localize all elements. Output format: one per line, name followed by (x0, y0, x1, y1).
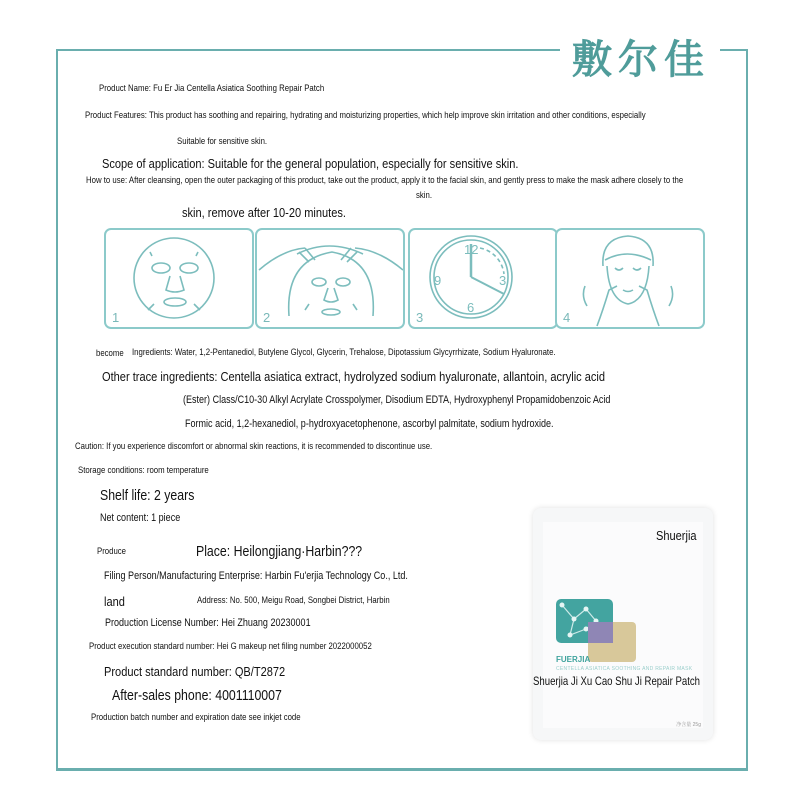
package-label-bottom: Shuerjia Ji Xu Cao Shu Ji Repair Patch (533, 674, 701, 688)
trace-ingredients: Other trace ingredients: Centella asiatica extract, hydrolyzed sodium hyaluronate, allantoin, acrylic acid (102, 369, 606, 384)
clock-label-12: 12 (464, 242, 479, 257)
batch-info: Production batch number and expiration date see inkjet code (91, 712, 301, 723)
step-3-panel (408, 228, 558, 329)
trace-ingredients-3: Formic acid, 1,2-hexanediol, p-hydroxyacetophenone, ascorbyl palmitate, sodium hydroxide. (185, 418, 554, 430)
package-brand: FUERJIA (556, 655, 591, 664)
step-number: 4 (563, 310, 571, 325)
after-sales-phone: After-sales phone: 4001110007 (112, 687, 282, 704)
caution: Caution: If you experience discomfort or abnormal skin reactions, it is recommended to discontinue use. (75, 441, 433, 452)
trace-ingredients-2: (Ester) Class/C10-30 Alkyl Acrylate Crosspolymer, Disodium EDTA, Hydroxyphenyl Propamidobenzoic Acid (183, 394, 611, 406)
clock-label-9: 9 (434, 273, 442, 288)
massage-face-icon (557, 230, 703, 327)
step-1-panel (104, 228, 254, 329)
product-standard: Product standard number: QB/T2872 (104, 664, 286, 679)
product-name: Product Name: Fu Er Jia Centella Asiatica Soothing Repair Patch (99, 83, 325, 94)
filing-person: Filing Person/Manufacturing Enterprise: Harbin Fu'erjia Technology Co., Ltd. (104, 570, 408, 582)
step-number: 3 (416, 310, 424, 325)
package-overlap-block (588, 622, 613, 643)
how-to-use: How to use: After cleansing, open the outer packaging of this product, take out the product, apply it to the facial skin, and gently press to make the mask adhere closely to the (86, 175, 684, 186)
execution-standard: Product execution standard number: Hei G makeup net filing number 2022000052 (89, 641, 372, 652)
frame-border-top-right (720, 49, 748, 51)
how-to-use-cont: skin. (416, 190, 433, 201)
frame-border-top (56, 49, 560, 51)
address: Address: No. 500, Meigu Road, Songbei District, Harbin (197, 595, 390, 606)
land-label: land (104, 594, 125, 609)
remove-time: skin, remove after 10-20 minutes. (182, 205, 346, 220)
become-label: become (96, 348, 124, 359)
storage-conditions: Storage conditions: room temperature (78, 465, 209, 476)
clock-icon (410, 230, 556, 327)
step-number: 1 (112, 310, 120, 325)
step-number: 2 (263, 310, 271, 325)
production-license: Production License Number: Hei Zhuang 20230001 (105, 617, 311, 629)
product-features: Product Features: This product has soothing and repairing, hydrating and moisturizing properties, which help improve skin irritation and other conditions, especially (85, 110, 646, 121)
package-label-top: Shuerjia (656, 528, 697, 543)
brand-logo: 敷尔佳 (572, 36, 710, 83)
frame-border-right (746, 49, 748, 769)
step-4-panel (555, 228, 705, 329)
package-subtitle: CENTELLA ASIATICA SOOTHING AND REPAIR MASK (556, 666, 693, 672)
product-package-image (533, 508, 713, 740)
frame-border-bottom (56, 768, 748, 771)
shelf-life: Shelf life: 2 years (100, 487, 195, 504)
sheet-mask-icon (106, 230, 252, 327)
net-content: Net content: 1 piece (100, 512, 181, 524)
clock-label-3: 3 (499, 273, 507, 288)
package-net-weight: 净含量 25g (676, 722, 701, 728)
frame-border-left (56, 49, 58, 769)
ingredients: Ingredients: Water, 1,2-Pentanediol, Butylene Glycol, Glycerin, Trehalose, Dipotassium Glycyrrhizate, Sodium Hyaluronate. (132, 347, 556, 358)
apply-mask-icon (257, 230, 403, 327)
scope-of-application: Scope of application: Suitable for the general population, especially for sensitive skin. (102, 156, 519, 171)
step-2-panel (255, 228, 405, 329)
clock-label-6: 6 (467, 300, 475, 315)
produce-label: Produce (97, 546, 127, 557)
place-of-production: Place: Heilongjiang·Harbin??? (196, 543, 363, 560)
product-features-cont: Suitable for sensitive skin. (177, 136, 268, 147)
